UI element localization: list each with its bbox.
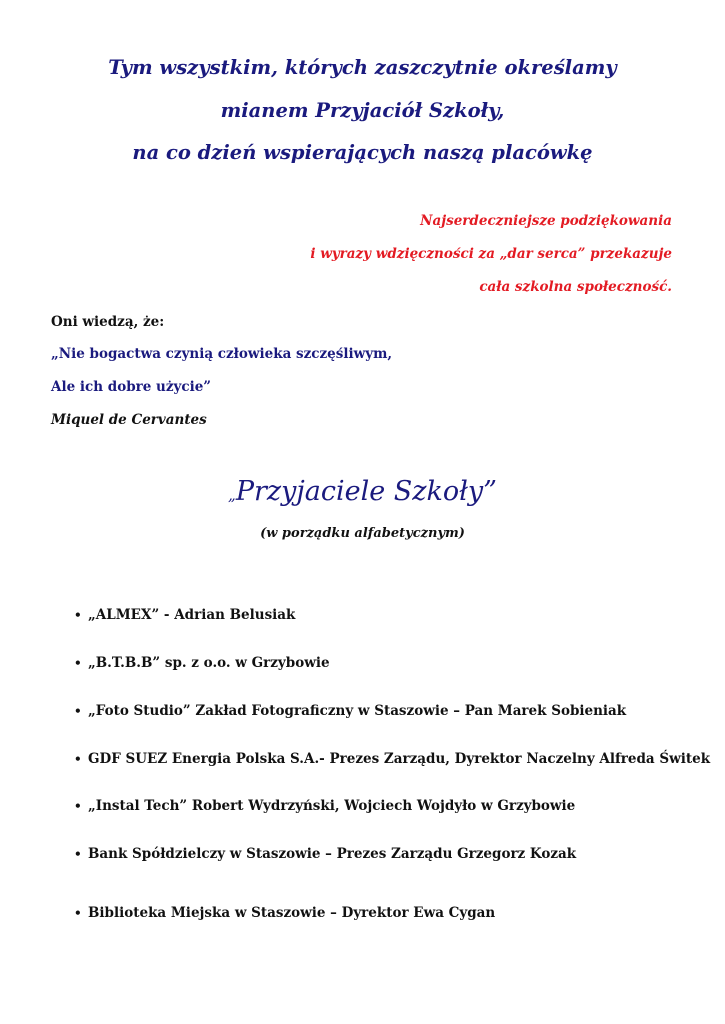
list-item-text: Biblioteka Miejska w Staszowie – Dyrektor Ewa Cygan: [88, 905, 496, 921]
bullet-icon: •: [74, 752, 82, 766]
dedication-line-1: Tym wszystkim, których zaszczytnie określamy: [108, 56, 617, 79]
quote-line-1: „Nie bogactwa czynią człowieka szczęśliwym,: [51, 346, 393, 362]
list-item-text: „Instal Tech” Robert Wydrzyński, Wojciech Wojdyło w Grzybowie: [88, 798, 576, 814]
list-item-text: „ALMEX” - Adrian Belusiak: [88, 607, 296, 623]
list-item: [74, 607, 295, 623]
list-item: [74, 655, 330, 671]
thanks-line-3: cała szkolna społeczność.: [479, 279, 672, 295]
thanks-line-1: Najserdeczniejsze podziękowania: [420, 213, 672, 229]
list-item: [74, 846, 576, 862]
list-item-text: „B.T.B.B” sp. z o.o. w Grzybowie: [88, 655, 330, 671]
list-item-text: „Foto Studio” Zakład Fotograficzny w Staszowie – Pan Marek Sobieniak: [88, 703, 627, 719]
bullet-icon: •: [74, 608, 82, 622]
quote-intro: Oni wiedzą, że:: [51, 314, 165, 330]
list-item: [74, 798, 575, 814]
title-open-quote: „: [228, 486, 236, 504]
bullet-icon: •: [74, 704, 82, 718]
title-text: Przyjaciele Szkoły”: [235, 476, 497, 507]
list-item: [74, 703, 626, 719]
thanks-line-2: i wyrazy wdzięczności za „dar serca” przekazuje: [310, 246, 672, 262]
list-item-text: GDF SUEZ Energia Polska S.A.- Prezes Zarządu, Dyrektor Naczelny Alfreda Świtek: [88, 751, 711, 767]
dedication-line-2: mianem Przyjaciół Szkoły,: [220, 99, 505, 122]
list-item: [74, 905, 495, 921]
list-item: [74, 751, 710, 767]
page-subtitle: (w porządku alfabetycznym): [260, 526, 465, 541]
dedication-line-3: na co dzień wspierających naszą placówkę: [132, 141, 593, 164]
bullet-icon: •: [74, 799, 82, 813]
bullet-icon: •: [74, 906, 82, 920]
list-item-text: Bank Spółdzielczy w Staszowie – Prezes Zarządu Grzegorz Kozak: [88, 846, 577, 862]
bullet-icon: •: [74, 656, 82, 670]
quote-author: Miquel de Cervantes: [51, 412, 207, 428]
quote-line-2: Ale ich dobre użycie”: [51, 379, 212, 395]
bullet-icon: •: [74, 847, 82, 861]
page-title: [0, 476, 725, 507]
